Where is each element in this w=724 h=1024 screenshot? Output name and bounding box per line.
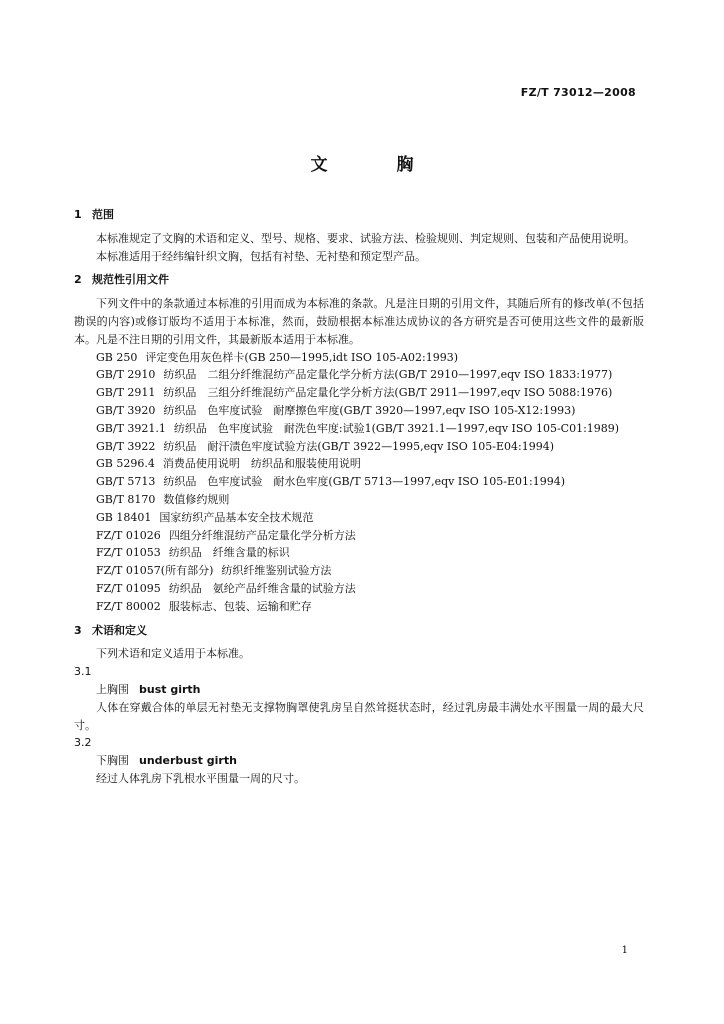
reference-title: 纺织品 氨纶产品纤维含量的试验方法: [168, 581, 356, 595]
reference-code: FZ/T 01095: [96, 581, 161, 595]
reference-item: [74, 562, 644, 580]
reference-code: GB/T 2910: [96, 368, 156, 382]
reference-title: 纺织品 纤维含量的标识: [168, 546, 290, 560]
term-en: underbust girth: [139, 754, 237, 768]
reference-item: [74, 420, 644, 438]
reference-title: 服装标志、包装、运输和贮存: [168, 599, 312, 613]
term-zh: 下胸围: [96, 754, 129, 768]
section-number: 1: [74, 208, 82, 221]
reference-code: FZ/T 01053: [96, 546, 161, 560]
section-title: 规范性引用文件: [92, 273, 169, 287]
term-definition: 经过人体乳房下乳根水平围量一周的尺寸。: [96, 771, 305, 785]
reference-code: GB/T 3922: [96, 439, 156, 453]
reference-code: GB/T 3920: [96, 403, 156, 417]
reference-item: [74, 491, 644, 509]
reference-title: 评定变色用灰色样卡(GB 250—1995,idt ISO 105-A02:1993): [145, 350, 459, 364]
section-title: 术语和定义: [92, 623, 147, 637]
reference-item: [74, 349, 644, 367]
reference-title: 纺织品 色牢度试验 耐摩擦色牢度(GB/T 3920—1997,eqv ISO 105-X12:1993): [163, 403, 576, 417]
reference-title: 数值修约规则: [163, 492, 230, 506]
reference-title: 消费品使用说明 纺织品和服装使用说明: [162, 457, 361, 471]
reference-code: GB 250: [96, 350, 138, 364]
reference-title: 纺织品 色牢度试验 耐洗色牢度:试验1(GB/T 3921.1—1997,eqv ISO 105-C01:1989): [173, 421, 620, 435]
reference-title: 四组分纤维混纺产品定量化学分析方法: [168, 528, 356, 542]
reference-code: FZ/T 01057(所有部分): [96, 564, 214, 578]
section-title: 范围: [92, 208, 114, 221]
reference-title: 纺织品 色牢度试验 耐水色牢度(GB/T 5713—1997,eqv ISO 105-E01:1994): [163, 475, 565, 489]
paragraph: 本标准适用于经纬编针织文胸，包括有衬垫、无衬垫和预定型产品。: [96, 249, 426, 263]
term-heading: [74, 681, 644, 699]
term-number: 3.2: [74, 736, 92, 750]
reference-title: 纺织纤维鉴别试验方法: [221, 564, 332, 578]
document-title: 文 胸: [310, 155, 440, 175]
standard-code: FZ/T 73012—2008: [520, 86, 636, 99]
reference-item: [74, 366, 644, 384]
reference-item: [74, 527, 644, 545]
reference-code: GB/T 3921.1: [96, 421, 166, 435]
section-1-heading: [74, 206, 644, 224]
reference-title: 纺织品 耐汗渍色牢度试验方法(GB/T 3922—1995,eqv ISO 105-E04:1994): [163, 439, 554, 453]
reference-item: [74, 402, 644, 420]
paragraph: 本标准规定了文胸的术语和定义、型号、规格、要求、试验方法、检验规则、判定规则、包装和产品使用说明。: [96, 231, 635, 245]
term-number: 3.1: [74, 665, 92, 679]
reference-item: [74, 580, 644, 598]
reference-item: [74, 438, 644, 456]
term-heading: [74, 752, 644, 770]
section-number: 3: [74, 623, 82, 637]
page-number: 1: [621, 945, 628, 956]
reference-item: [74, 384, 644, 402]
reference-title: 纺织品 三组分纤维混纺产品定量化学分析方法(GB/T 2911—1997,eqv ISO 5088:1976): [163, 386, 613, 400]
reference-code: GB/T 5713: [96, 475, 156, 489]
reference-code: GB 18401: [96, 510, 152, 524]
paragraph: 下列文件中的条款通过本标准的引用而成为本标准的条款。凡是注日期的引用文件，其随后所有的修改单(不包括勘误的内容)或修订版均不适用于本标准，然而，鼓励根据本标准达成协议的各方研究是否可使用这些文件的最新版本。凡是不注日期的引用文件，其最新版本适用于本标准。: [74, 297, 644, 346]
section-2-heading: [74, 271, 644, 289]
reference-title: 国家纺织产品基本安全技术规范: [159, 510, 314, 524]
reference-title: 纺织品 二组分纤维混纺产品定量化学分析方法(GB/T 2910—1997,eqv ISO 1833:1977): [163, 368, 613, 382]
section-3-heading: [74, 622, 644, 640]
reference-code: GB/T 8170: [96, 492, 156, 506]
reference-item: [74, 544, 644, 562]
reference-item: [74, 509, 644, 527]
reference-code: FZ/T 01026: [96, 528, 161, 542]
reference-code: GB 5296.4: [96, 457, 155, 471]
reference-item: [74, 473, 644, 491]
reference-item: [74, 455, 644, 473]
term-definition: 人体在穿戴合体的单层无衬垫无支撑物胸罩使乳房呈自然耸挺状态时，经过乳房最丰满处水平围量一周的最大尺寸。: [74, 700, 644, 732]
term-zh: 上胸围: [96, 682, 129, 696]
reference-item: [74, 598, 644, 616]
term-en: bust girth: [139, 682, 201, 696]
section-number: 2: [74, 273, 82, 287]
reference-code: FZ/T 80002: [96, 599, 161, 613]
document-body: [74, 206, 644, 788]
reference-code: GB/T 2911: [96, 386, 156, 400]
paragraph: 下列术语和定义适用于本标准。: [96, 647, 250, 661]
